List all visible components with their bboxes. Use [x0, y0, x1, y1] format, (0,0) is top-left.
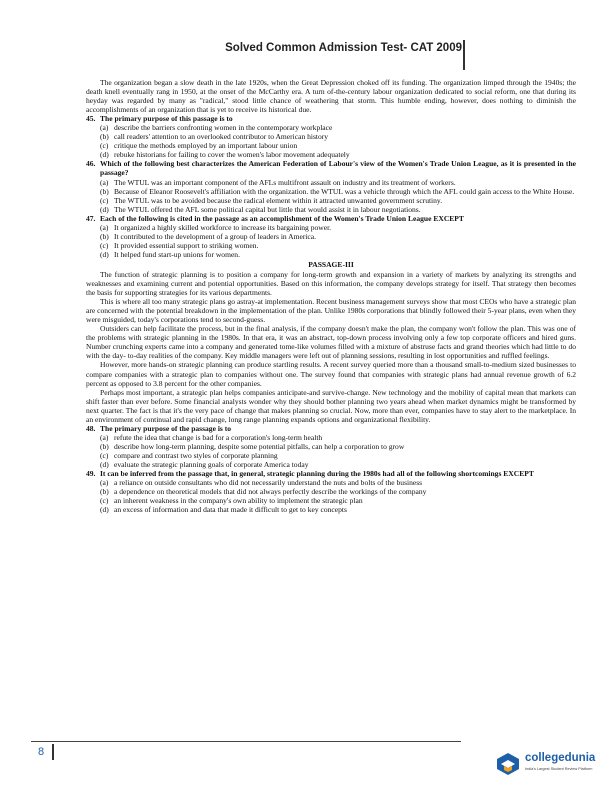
option	[100, 460, 576, 469]
logo-tagline: India's Largest Student Review Platform	[525, 767, 593, 771]
option-text: an inherent weakness in the company's own ability to implement the strategic plan	[114, 496, 363, 506]
option-text: rebuke historians for failing to cover the women's labor movement adequately	[114, 150, 350, 160]
option	[100, 141, 576, 150]
passage-paragraph: The function of strategic planning is to position a company for long-term growth and expansion in a variety of markets by analyzing its strengths and weaknesses and examining current and potential opportunities. Based on this information, the company develops strategy for itself. That strategy then becomes the basis for supporting strategies for its various departments.	[86, 269, 576, 298]
option-text: The WTUL offered the AFL some political capital but little that would assist it in labour negotiations.	[114, 204, 421, 214]
question-text: Each of the following is cited in the passage as an accomplishment of the Women's Trade Union League EXCEPT	[100, 213, 464, 223]
option	[100, 451, 576, 460]
option-label: (a)	[100, 478, 109, 488]
question-number: 45.	[86, 114, 96, 124]
option	[100, 487, 576, 496]
option-label: (c)	[100, 450, 109, 460]
option	[100, 496, 576, 505]
option	[100, 132, 576, 141]
option-label: (d)	[100, 459, 109, 469]
option	[100, 433, 576, 442]
option-text: Because of Eleanor Roosevelt's affiliation with the organization. the WTUL was a vehicle through which the AFL could gain access to the White House.	[114, 186, 575, 196]
option	[100, 223, 576, 232]
option-text: compare and contrast two styles of corporate planning	[114, 450, 278, 460]
option-label: (a)	[100, 123, 109, 133]
option-text: It provided essential support to striking women.	[114, 240, 259, 250]
option	[100, 232, 576, 241]
passage-heading: PASSAGE-III	[308, 259, 354, 269]
question-number: 47.	[86, 213, 96, 223]
option	[100, 187, 576, 196]
option	[100, 478, 576, 487]
option-label: (d)	[100, 204, 109, 214]
question-48	[86, 424, 576, 469]
header-title: Solved Common Admission Test- CAT 2009	[225, 42, 462, 54]
question-47	[86, 214, 576, 259]
option-text: refute the idea that change is bad for a corporation's long-term health	[114, 432, 323, 442]
passage-paragraph: Perhaps most important, a strategic plan helps companies anticipate-and survive-change. New technology and the mobility of capital mean that markets can shift faster than ever before. Some financial analysts wonder why they should bother planning two years ahead when market dynamics might be transformed by next quarter. The fact is that it's the very pace of change that makes planning so crucial. Now, more than ever, companies have to stay alert to the marketplace. In an environment of continual and rapid change, long range planning expands options and organizational flexibility.	[86, 387, 576, 424]
option-text: It organized a highly skilled workforce to increase its bargaining power.	[114, 222, 332, 232]
option-text: It helped fund start-up unions for women.	[114, 249, 240, 259]
passage-paragraph: This is where all too many strategic plans go astray-at implementation. Recent business management surveys show that most CEOs who have a strategic plan are concerned with the potential breakdown in the implementation of the plan. Unlike 1980s corporations that blindly followed their 5-year plans, even when they were misguided, today's corporations tend to second-guess.	[86, 297, 576, 325]
page-number: 8	[38, 746, 45, 758]
option-label: (b)	[100, 487, 109, 497]
option-label: (c)	[100, 240, 109, 250]
option-label: (d)	[100, 150, 109, 160]
option-label: (d)	[100, 249, 109, 259]
option-label: (b)	[100, 186, 109, 196]
question-45	[86, 114, 576, 159]
passage-paragraph: The organization began a slow death in the late 1920s, when the Great Depression choked off its funding. The organization limped through the 1940s; the death knell eventually rang in 1950, at the onset of the McCarthy era. A turn of-the-century labour organization dedicated to social reform, one that during its heyday was regarded by many as "radical," stood little chance of weathering that storm. This humble ending, however, does nothing to diminish the accomplishments of an organization that is yet to receive its historical due.	[86, 78, 576, 115]
option	[100, 196, 576, 205]
option-label: (a)	[100, 222, 109, 232]
option-text: evaluate the strategic planning goals of corporate America today	[114, 459, 309, 469]
option-label: (c)	[100, 496, 109, 506]
option-label: (b)	[100, 231, 109, 241]
option	[100, 123, 576, 132]
page-number-divider	[52, 744, 54, 760]
option-label: (b)	[100, 132, 109, 142]
option-text: a dependence on theoretical models that did not always perfectly describe the workings of the company	[114, 487, 427, 497]
page-header	[0, 40, 612, 64]
option	[100, 205, 576, 214]
question-number: 49.	[86, 469, 96, 479]
option-text: It contributed to the development of a group of leaders in America.	[114, 231, 317, 241]
option-label: (c)	[100, 141, 109, 151]
option	[100, 150, 576, 159]
option-text: The WTUL was to be avoided because the radical element within it attracted unwanted government scrutiny.	[114, 195, 443, 205]
option	[100, 250, 576, 259]
passage-paragraph: However, more hands-on strategic planning can produce startling results. A recent survey queried more than a thousand small-to-medium sized businesses to compare companies with a strategic plan to companies without one. The survey found that companies with strategic plans had annual revenue growth of 6.2 percent as opposed to 3.8 percent for the other companies.	[86, 360, 576, 388]
logo-name: collegedunia	[525, 752, 596, 764]
header-divider	[463, 40, 465, 70]
option-label: (d)	[100, 505, 109, 515]
option	[100, 442, 576, 451]
question-text: Which of the following best characterizes the American Federation of Labour's view of the Women's Trade Union League, as it is presented in the passage?	[100, 159, 576, 178]
question-number: 46.	[86, 159, 96, 169]
option-text: a reliance on outside consultants who did not necessarily understand the nuts and bolts of the business	[114, 478, 423, 488]
option-text: an excess of information and data that made it difficult to get to key concepts	[114, 505, 347, 515]
option	[100, 505, 576, 514]
question-number: 48.	[86, 423, 96, 433]
option-label: (a)	[100, 432, 109, 442]
collegedunia-logo	[495, 747, 612, 787]
question-text: The primary purpose of the passage is to	[100, 423, 232, 433]
page-content	[86, 78, 576, 514]
passage-paragraph: Outsiders can help facilitate the process, but in the final analysis, if the company doesn't make the plan, the company won't follow the plan. This was one of the problems with strategic planning in the 1980s. In that era, it was an abstract, top-down process involving only a few top corporate officers and hired guns. Number crunching experts came into a company and generated tome-like volumes filled with a mixture of abstruse facts and grand theories which had little to do with the day- to-day realities of the company. Key middle managers were left out of planning sessions, resulting in lost opportunities and ruffled feelings.	[86, 324, 576, 361]
question-text: The primary purpose of this passage is to	[100, 114, 233, 124]
question-49	[86, 469, 576, 514]
question-46	[86, 159, 576, 213]
option-label: (a)	[100, 177, 109, 187]
option-text: call readers' attention to an overlooked contributor to American history	[114, 132, 329, 142]
option-text: describe how long-term planning, despite some potential pitfalls, can help a corporation to grow	[114, 441, 405, 451]
footer-rule	[31, 741, 461, 742]
option-text: critique the methods employed by an important labour union	[114, 141, 298, 151]
option-label: (b)	[100, 441, 109, 451]
option-label: (c)	[100, 195, 109, 205]
option-text: describe the barriers confronting women in the contemporary workplace	[114, 123, 333, 133]
option-text: The WTUL was an important component of the AFLs multifront assault on industry and its treatment of workers.	[114, 177, 456, 187]
option	[100, 241, 576, 250]
option	[100, 178, 576, 187]
question-text: It can be inferred from the passage that, in general, strategic planning during the 1980s had all of the following shortcomings EXCEPT	[100, 469, 534, 479]
logo-mark-icon	[495, 751, 521, 777]
